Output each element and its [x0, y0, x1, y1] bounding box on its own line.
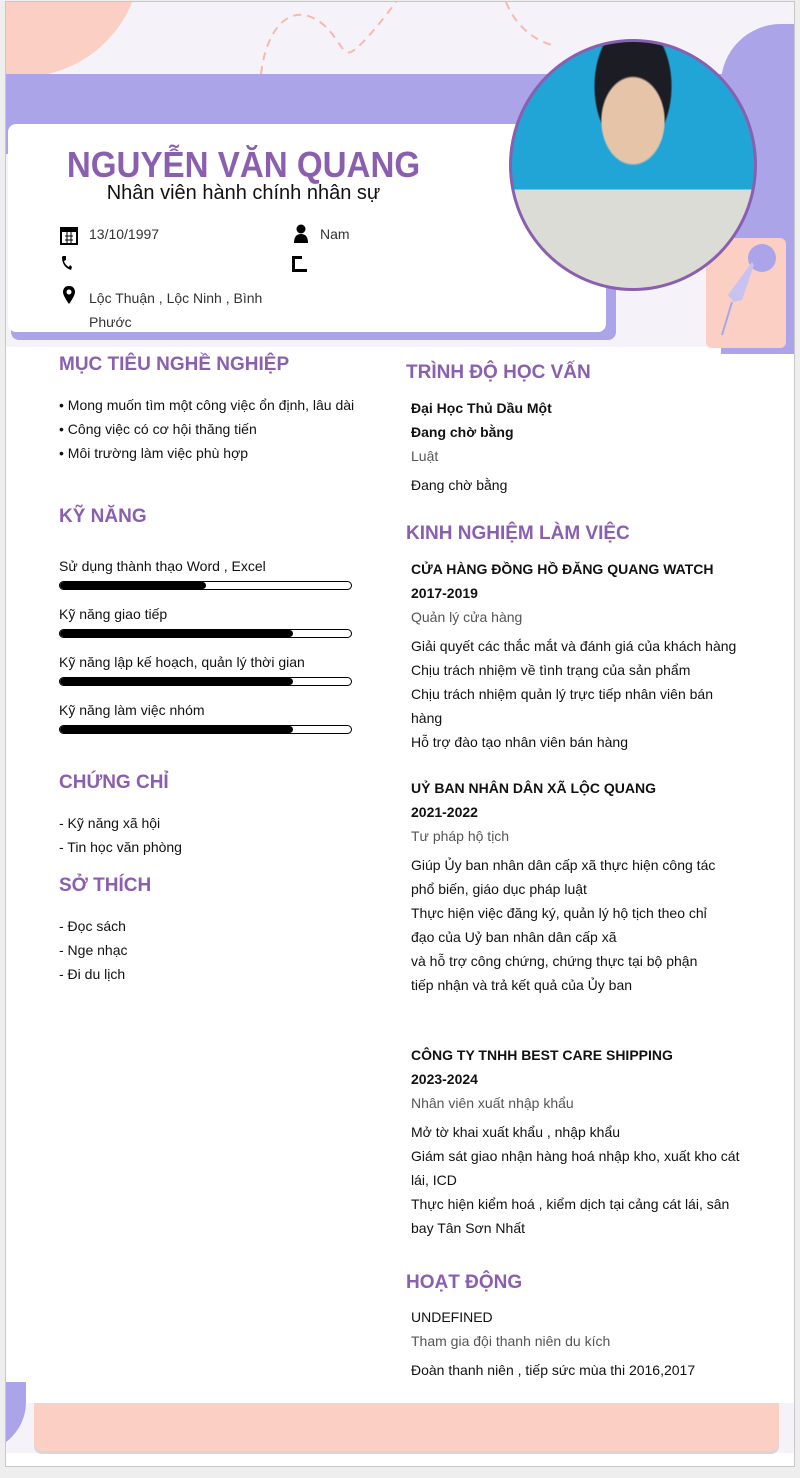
- duty-line: bay Tân Sơn Nhất: [411, 1220, 525, 1236]
- address: [89, 286, 262, 334]
- cv-page: [5, 1, 795, 1467]
- section-title-skills: KỸ NĂNG: [59, 506, 147, 527]
- skill-item: [59, 604, 352, 638]
- location-pin-icon: [62, 285, 76, 305]
- candidate-name: NGUYỄN VĂN QUANG: [66, 144, 421, 185]
- education-major: Luật: [411, 448, 439, 464]
- skill-item: [59, 652, 352, 686]
- years: 2023-2024: [411, 1071, 478, 1087]
- experience-list: [411, 557, 751, 1240]
- role: Quản lý cửa hàng: [411, 609, 523, 625]
- activity-desc: Đoàn thanh niên , tiếp sức mùa thi 2016,2017: [411, 1362, 696, 1378]
- duty-line: Chịu trách nhiệm quản lý trực tiếp nhân viên bán: [411, 686, 713, 702]
- pushpin-icon: [714, 240, 784, 340]
- role: Tư pháp hộ tịch: [411, 828, 510, 844]
- hobbies-list: [59, 914, 127, 986]
- skill-label: Kỹ năng lập kế hoạch, quản lý thời gian: [59, 654, 305, 670]
- section-title-objective: MỤC TIÊU NGHỀ NGHIỆP: [59, 354, 290, 375]
- section-title-certificates: CHỨNG CHỈ: [59, 772, 169, 793]
- birthday: 13/10/1997: [89, 226, 160, 242]
- footer-band: [34, 1403, 779, 1451]
- address-line: Lộc Thuận , Lộc Ninh , Bình: [89, 290, 263, 306]
- certificate-item: - Kỹ năng xã hội: [59, 815, 161, 831]
- education-note: Đang chờ bằng: [411, 477, 508, 493]
- skill-item: [59, 556, 352, 590]
- profile-photo: [509, 39, 757, 291]
- experience-item: [411, 557, 751, 754]
- activity-role: Tham gia đội thanh niên du kích: [411, 1333, 611, 1349]
- gender: Nam: [320, 226, 350, 242]
- objective-item: • Mong muốn tìm một công việc ổn định, lâu dài: [59, 397, 355, 413]
- skill-bar-fill: [60, 678, 293, 685]
- skill-bar-fill: [60, 726, 293, 733]
- duty-line: hàng: [411, 710, 443, 726]
- duty-line: lái, ICD: [411, 1172, 457, 1188]
- hobby-item: - Đọc sách: [59, 918, 126, 934]
- email-icon: [291, 255, 309, 273]
- hobby-item: - Đi du lịch: [59, 966, 126, 982]
- hobby-item: - Nge nhạc: [59, 942, 128, 958]
- section-title-hobbies: SỞ THÍCH: [59, 875, 152, 896]
- skill-label: Kỹ năng giao tiếp: [59, 606, 168, 622]
- experience-item: [411, 776, 751, 997]
- objective-item: • Môi trường làm việc phù hợp: [59, 445, 249, 461]
- skill-bar: [59, 725, 352, 734]
- address-line: Phước: [89, 314, 132, 330]
- duty-line: Giúp Ủy ban nhân dân cấp xã thực hiện công tác: [411, 857, 716, 873]
- skill-bar: [59, 677, 352, 686]
- duty-line: Giám sát giao nhận hàng hoá nhập kho, xuất kho cát: [411, 1148, 740, 1164]
- duty-line: phổ biến, giáo dục pháp luật: [411, 881, 587, 897]
- duty-line: Mở tờ khai xuất khẩu , nhập khẩu: [411, 1124, 621, 1140]
- duty-line: đạo của Uỷ ban nhân dân cấp xã: [411, 929, 617, 945]
- experience-item: [411, 1043, 751, 1240]
- skill-label: Sử dụng thành thạo Word , Excel: [59, 558, 266, 574]
- role: Nhân viên xuất nhập khẩu: [411, 1095, 574, 1111]
- decor-dashed-line: [256, 2, 556, 77]
- skill-bar: [59, 629, 352, 638]
- activity-org: UNDEFINED: [411, 1309, 493, 1325]
- duty-line: Thực hiện việc đăng ký, quản lý hộ tịch theo chỉ: [411, 905, 707, 921]
- person-icon: [293, 224, 309, 244]
- education-entry: [411, 396, 552, 497]
- skills-list: [59, 556, 352, 748]
- objective-item: • Công việc có cơ hội thăng tiến: [59, 421, 257, 437]
- section-title-education: TRÌNH ĐỘ HỌC VẤN: [406, 362, 591, 383]
- duty-line: tiếp nhận và trả kết quả của Ủy ban: [411, 977, 633, 993]
- certificates-list: [59, 811, 182, 859]
- company: CÔNG TY TNHH BEST CARE SHIPPING: [411, 1047, 673, 1063]
- skill-bar-fill: [60, 582, 206, 589]
- skill-label: Kỹ năng làm việc nhóm: [59, 702, 205, 718]
- education-school: Đại Học Thủ Dầu Một: [411, 400, 552, 416]
- job-title: Nhân viên hành chính nhân sự: [106, 182, 381, 204]
- years: 2021-2022: [411, 804, 478, 820]
- duty-line: Thực hiện kiểm hoá , kiểm dịch tại cảng cát lái, sân: [411, 1196, 730, 1212]
- certificate-item: - Tin học văn phòng: [59, 839, 182, 855]
- duty-line: và hỗ trợ công chứng, chứng thực tại bộ phận: [411, 953, 698, 969]
- objective-list: [59, 393, 354, 465]
- calendar-icon: [60, 225, 78, 245]
- company: CỬA HÀNG ĐỒNG HỒ ĐĂNG QUANG WATCH: [411, 561, 714, 577]
- duty-line: Giải quyết các thắc mắt và đánh giá của khách hàng: [411, 638, 737, 654]
- duty-line: Hỗ trợ đào tạo nhân viên bán hàng: [411, 734, 629, 750]
- duty-line: Chịu trách nhiệm về tình trạng của sản phẩm: [411, 662, 691, 678]
- education-status: Đang chờ bằng: [411, 424, 514, 440]
- phone-icon: [60, 255, 72, 271]
- skill-bar: [59, 581, 352, 590]
- company: UỶ BAN NHÂN DÂN XÃ LỘC QUANG: [411, 780, 656, 796]
- skill-bar-fill: [60, 630, 293, 637]
- activity-entry: [411, 1305, 695, 1382]
- years: 2017-2019: [411, 585, 478, 601]
- skill-item: [59, 700, 352, 734]
- section-title-activities: HOẠT ĐỘNG: [406, 1272, 523, 1293]
- section-title-experience: KINH NGHIỆM LÀM VIỆC: [406, 523, 630, 544]
